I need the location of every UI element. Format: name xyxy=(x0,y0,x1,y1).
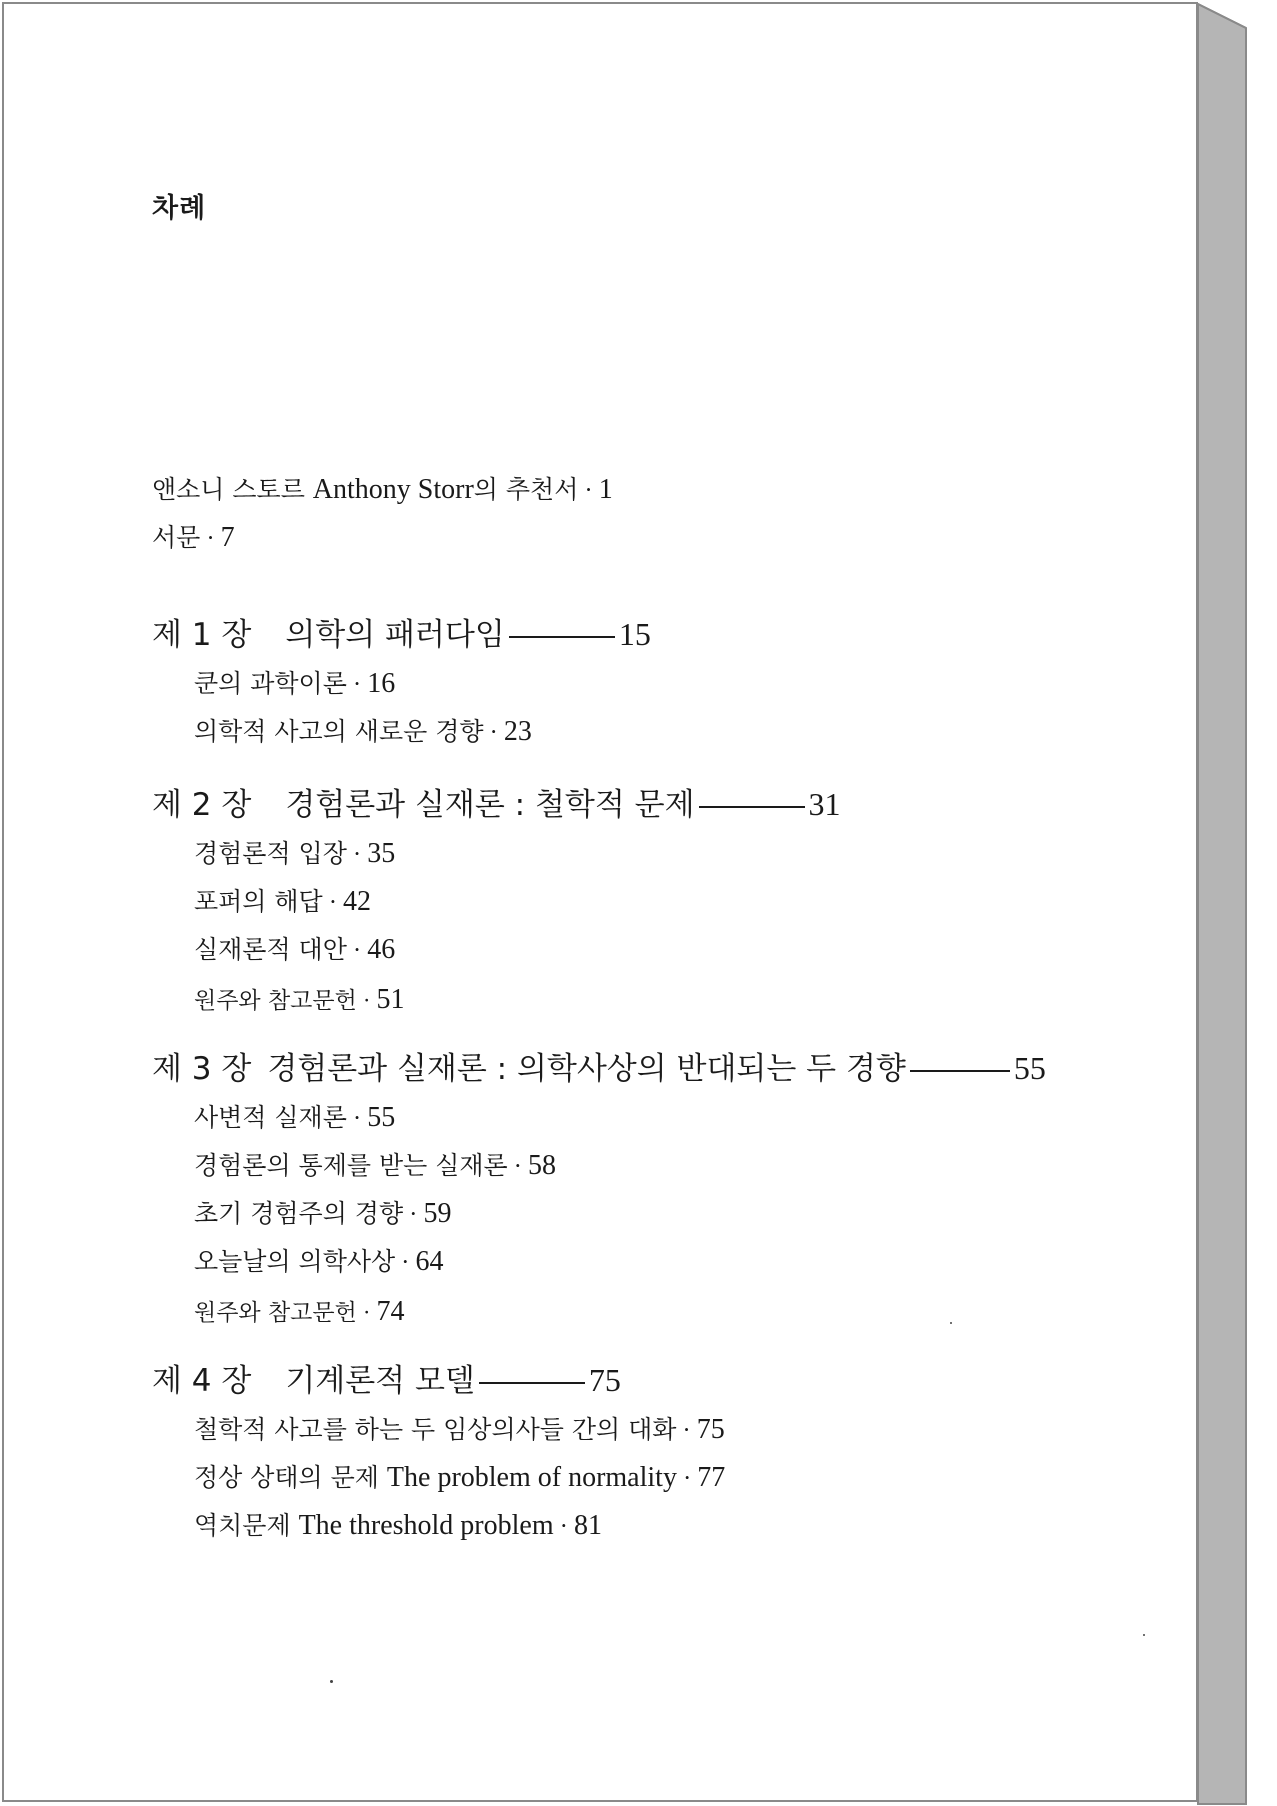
separator-dot: · xyxy=(362,988,371,1013)
section-title: 의학적 사고의 새로운 경향 xyxy=(194,717,484,746)
toc-title: 차례 xyxy=(152,193,207,224)
entry-latin: Anthony Storr xyxy=(312,474,474,505)
chapter-label: 제 4 장 xyxy=(152,1363,252,1399)
toc-section xyxy=(194,1200,451,1228)
chapter-page: 15 xyxy=(618,616,651,652)
toc-section xyxy=(194,1298,405,1326)
chapter-label: 제 2 장 xyxy=(152,787,252,823)
toc-section xyxy=(194,1512,602,1540)
section-page: 77 xyxy=(697,1462,726,1493)
section-page: 51 xyxy=(376,984,405,1015)
toc-section xyxy=(194,1152,556,1180)
separator-dot: · xyxy=(682,1465,692,1492)
section-page: 42 xyxy=(343,886,372,917)
entry-title-suffix: 의 추천서 xyxy=(473,475,579,504)
separator-dot: · xyxy=(401,1249,410,1276)
toc-section xyxy=(194,718,532,746)
separator-dot: · xyxy=(682,1417,691,1444)
toc-chapter-4 xyxy=(152,1364,621,1397)
separator-dot: · xyxy=(513,1153,522,1180)
section-title: 경험론적 입장 xyxy=(194,839,347,868)
section-title: 정상 상태의 문제 xyxy=(194,1463,387,1492)
chapter-page: 31 xyxy=(808,786,841,822)
chapter-page: 55 xyxy=(1013,1050,1046,1086)
section-page: 46 xyxy=(367,934,396,965)
section-page: 35 xyxy=(367,838,396,869)
section-page: 74 xyxy=(376,1296,405,1327)
separator-dot: · xyxy=(409,1201,418,1228)
section-title: 경험론의 통제를 받는 실재론 xyxy=(194,1151,508,1180)
section-title: 포퍼의 해답 xyxy=(194,887,323,916)
section-page: 23 xyxy=(503,716,532,747)
chapter-title: 의학의 패러다임 xyxy=(285,617,505,653)
chapter-label: 제 3 장 xyxy=(152,1051,252,1087)
toc-chapter-3 xyxy=(152,1052,1046,1085)
separator-dot: · xyxy=(362,1300,371,1325)
section-page: 59 xyxy=(423,1198,452,1229)
toc-section xyxy=(194,670,395,698)
section-page: 55 xyxy=(367,1102,396,1133)
section-title: 사변적 실재론 xyxy=(194,1103,347,1132)
section-title: 쿤의 과학이론 xyxy=(194,669,347,698)
section-latin: The problem of normality xyxy=(386,1462,677,1493)
entry-title: 앤소니 스토르 xyxy=(152,475,313,504)
separator-dot: · xyxy=(328,889,338,916)
toc-section xyxy=(194,936,395,964)
toc-section xyxy=(194,840,395,868)
toc-entry-preface xyxy=(152,524,235,552)
toc-section xyxy=(194,888,371,916)
separator-dot: · xyxy=(352,671,362,698)
section-title: 철학적 사고를 하는 두 임상의사들 간의 대화 xyxy=(194,1415,677,1444)
toc-section xyxy=(194,1248,443,1276)
section-page: 16 xyxy=(367,668,396,699)
toc-section xyxy=(194,1104,395,1132)
section-title: 실재론적 대안 xyxy=(194,935,347,964)
toc-chapter-2 xyxy=(152,788,841,821)
leader-rule xyxy=(509,636,615,638)
scan-speck xyxy=(330,1680,333,1683)
entry-page: 7 xyxy=(220,522,235,553)
section-title: 초기 경험주의 경향 xyxy=(194,1199,404,1228)
section-page: 75 xyxy=(696,1414,725,1445)
leader-rule xyxy=(910,1070,1010,1072)
section-title: 역치문제 xyxy=(194,1511,299,1540)
toc-chapter-1 xyxy=(152,618,651,651)
toc-entry-foreword xyxy=(152,476,613,504)
separator-dot: · xyxy=(352,1105,362,1132)
chapter-title: 경험론과 실재론 : 철학적 문제 xyxy=(285,787,695,823)
separator-dot: · xyxy=(352,841,362,868)
section-page: 64 xyxy=(415,1246,444,1277)
toc-section xyxy=(194,1464,725,1492)
section-title: 원주와 참고문헌 xyxy=(194,988,357,1014)
section-latin: The threshold problem xyxy=(298,1510,554,1541)
chapter-title: 경험론과 실재론 : 의학사상의 반대되는 두 경향 xyxy=(267,1051,906,1087)
separator-dot: · xyxy=(352,937,362,964)
section-title: 원주와 참고문헌 xyxy=(194,1300,357,1326)
chapter-title: 기계론적 모델 xyxy=(285,1363,475,1399)
scan-speck xyxy=(1143,1634,1145,1636)
section-page: 58 xyxy=(527,1150,556,1181)
entry-page: 1 xyxy=(598,474,613,505)
section-page: 81 xyxy=(573,1510,602,1541)
leader-rule xyxy=(699,806,805,808)
leader-rule xyxy=(479,1382,585,1384)
scan-speck xyxy=(950,1322,952,1324)
chapter-label: 제 1 장 xyxy=(152,617,252,653)
entry-title: 서문 xyxy=(152,523,201,552)
separator-dot: · xyxy=(584,477,593,504)
separator-dot: · xyxy=(206,525,215,552)
chapter-page: 75 xyxy=(588,1362,621,1398)
toc-section xyxy=(194,1416,725,1444)
section-title: 오늘날의 의학사상 xyxy=(194,1247,396,1276)
separator-dot: · xyxy=(559,1513,568,1540)
toc-section xyxy=(194,986,405,1014)
separator-dot: · xyxy=(489,719,498,746)
